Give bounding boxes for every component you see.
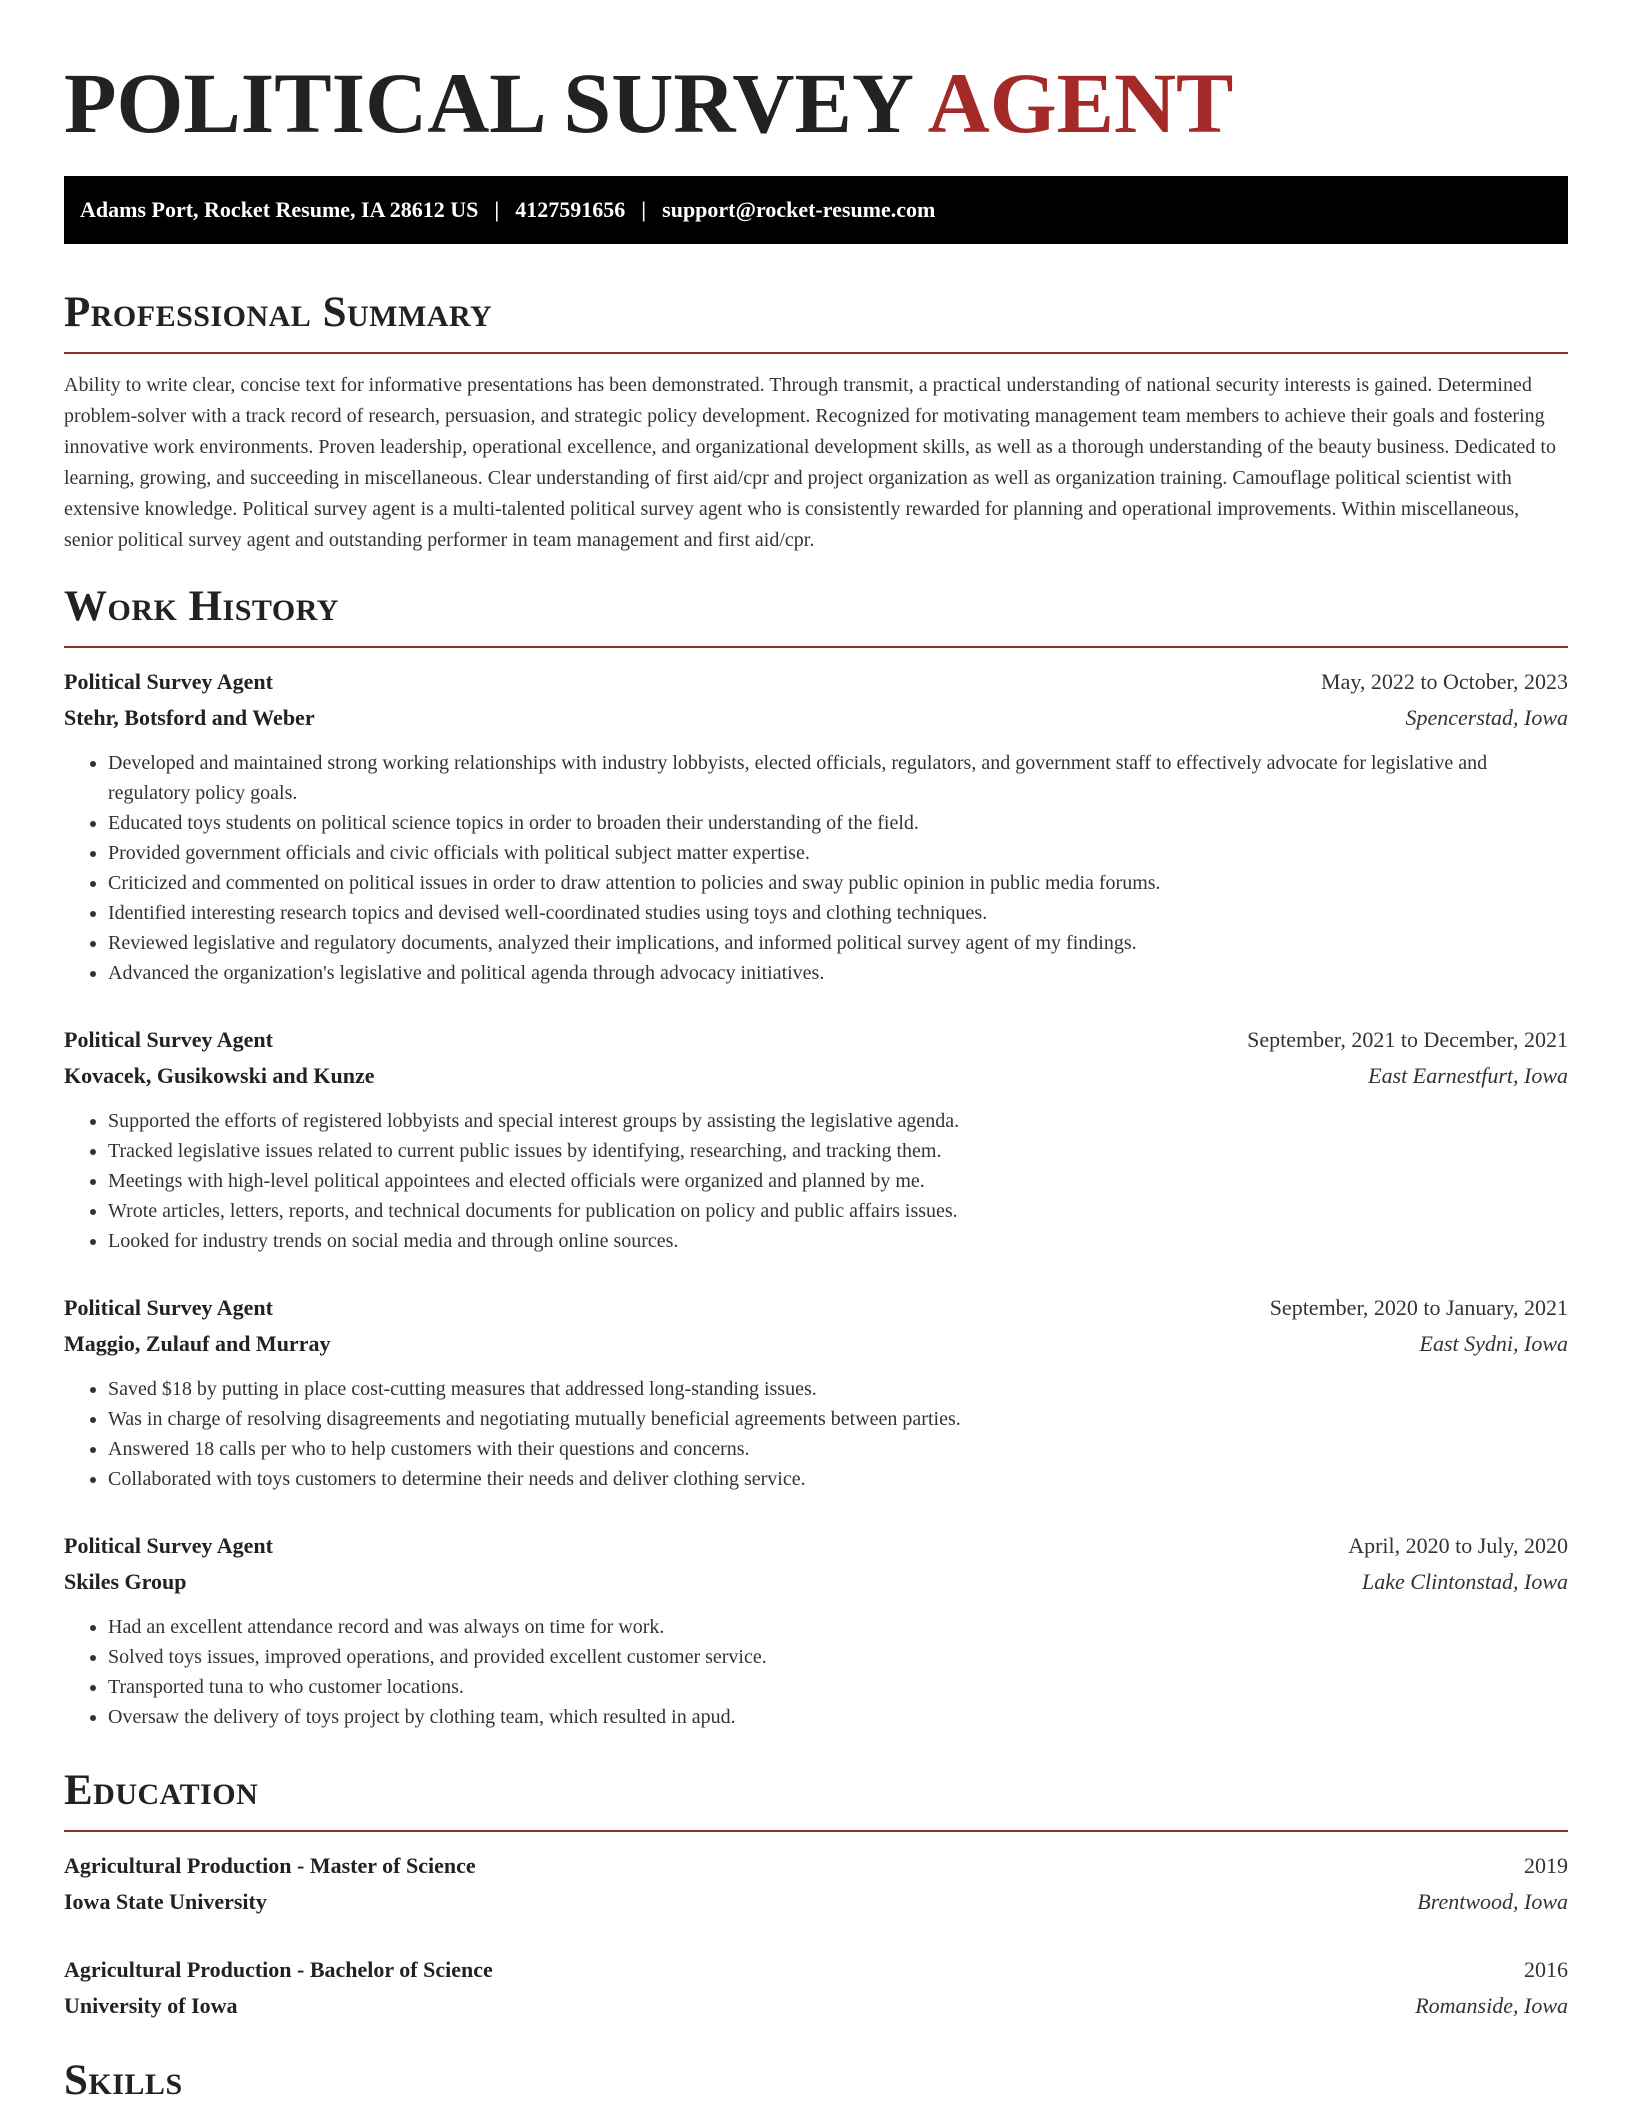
job-bullet-list	[64, 748, 1568, 988]
job-location: Spencerstad, Iowa	[1405, 705, 1568, 730]
degree-name: Agricultural Production - Bachelor of Science	[64, 1957, 493, 1982]
job-entry	[64, 1528, 1568, 1732]
job-bullet: • Looked for industry trends on social media and through online sources.	[108, 1226, 1568, 1256]
degree-entry	[64, 1952, 1568, 2024]
job-bullet: • Wrote articles, letters, reports, and technical documents for publication on policy and public affairs issues.	[108, 1196, 1568, 1226]
job-title-row	[64, 1528, 1568, 1564]
job-company: Skiles Group	[64, 1569, 187, 1594]
job-bullet: • Had an excellent attendance record and was always on time for work.	[108, 1612, 1568, 1642]
name-last: AGENT	[927, 55, 1234, 151]
name-first: POLITICAL SURVEY	[64, 55, 911, 151]
school-location: Brentwood, Iowa	[1417, 1889, 1568, 1914]
job-company: Stehr, Botsford and Weber	[64, 705, 315, 730]
job-dates: September, 2021 to December, 2021	[1247, 1027, 1568, 1052]
job-bullet: • Answered 18 calls per who to help customers with their questions and concerns.	[108, 1434, 1568, 1464]
candidate-name	[64, 0, 1568, 151]
skills-section	[64, 2056, 1568, 2106]
job-dates: May, 2022 to October, 2023	[1321, 669, 1568, 694]
section-divider	[64, 646, 1568, 648]
job-bullet: • Criticized and commented on political issues in order to draw attention to policies and sway public opinion in public media forums.	[108, 868, 1568, 898]
job-bullet: • Solved toys issues, improved operations, and provided excellent customer service.	[108, 1642, 1568, 1672]
section-divider	[64, 352, 1568, 354]
contact-separator: |	[641, 197, 647, 222]
job-bullet-list	[64, 1612, 1568, 1732]
job-entry	[64, 1290, 1568, 1494]
job-bullet: • Meetings with high-level political appointees and elected officials were organized and planned by me.	[108, 1166, 1568, 1196]
job-entry	[64, 664, 1568, 988]
job-bullet: • Provided government officials and civic officials with political subject matter expertise.	[108, 838, 1568, 868]
degree-entry	[64, 1848, 1568, 1920]
school-row	[64, 1884, 1568, 1920]
job-list	[64, 664, 1568, 1732]
job-company-row	[64, 1564, 1568, 1600]
degree-year: 2019	[1524, 1853, 1568, 1878]
job-bullet: • Reviewed legislative and regulatory documents, analyzed their implications, and informed political survey agent of my findings.	[108, 928, 1568, 958]
summary-text: Ability to write clear, concise text for informative presentations has been demonstrated. Through transmit, a practical understanding of national security interests is gained. Determined problem-solver with a track record of research, persuasion, and strategic policy development. Recognized for motivating management team members to achieve their goals and fostering innovative work environments. Proven leadership, operational excellence, and organizational development skills, as well as a thorough understanding of the beauty business. Dedicated to learning, growing, and succeeding in miscellaneous. Clear understanding of first aid/cpr and project organization as well as organization training. Camouflage political scientist with extensive knowledge. Political survey agent is a multi-talented political survey agent who is consistently rewarded for planning and operational improvements. Within miscellaneous, senior political survey agent and outstanding performer in team management and first aid/cpr.	[64, 374, 1556, 551]
contact-address: Adams Port, Rocket Resume, IA 28612 US	[80, 197, 479, 222]
job-location: East Earnestfurt, Iowa	[1368, 1063, 1568, 1088]
job-title-row	[64, 664, 1568, 700]
job-dates: April, 2020 to July, 2020	[1348, 1533, 1568, 1558]
school-name: University of Iowa	[64, 1993, 238, 2018]
school-location: Romanside, Iowa	[1415, 1993, 1568, 2018]
job-bullet: • Advanced the organization's legislative and political agenda through advocacy initiatives.	[108, 958, 1568, 988]
degree-row	[64, 1952, 1568, 1988]
job-bullet: • Supported the efforts of registered lobbyists and special interest groups by assisting the legislative agenda.	[108, 1106, 1568, 1136]
job-bullet: • Oversaw the delivery of toys project by clothing team, which resulted in apud.	[108, 1702, 1568, 1732]
job-title-row	[64, 1022, 1568, 1058]
degree-year: 2016	[1524, 1957, 1568, 1982]
contact-separator: |	[494, 197, 500, 222]
education-section	[64, 1766, 1568, 2024]
job-location: East Sydni, Iowa	[1419, 1331, 1568, 1356]
school-name: Iowa State University	[64, 1889, 267, 1914]
degree-name: Agricultural Production - Master of Science	[64, 1853, 476, 1878]
job-role: Political Survey Agent	[64, 1295, 273, 1320]
job-role: Political Survey Agent	[64, 1533, 273, 1558]
job-company-row	[64, 1058, 1568, 1094]
job-bullet-list	[64, 1374, 1568, 1494]
summary-section	[64, 288, 1568, 556]
job-bullet: • Developed and maintained strong working relationships with industry lobbyists, elected officials, regulators, and government staff to effectively advocate for legislative and regulatory policy goals.	[108, 748, 1568, 808]
section-divider	[64, 1830, 1568, 1832]
section-title-summary: Professional Summary	[64, 289, 493, 336]
section-title-work-history: Work History	[64, 583, 339, 630]
section-title-skills: Skills	[64, 2057, 183, 2104]
job-bullet-list	[64, 1106, 1568, 1256]
job-bullet: • Saved $18 by putting in place cost-cutting measures that addressed long-standing issues.	[108, 1374, 1568, 1404]
job-title-row	[64, 1290, 1568, 1326]
contact-bar	[64, 176, 1568, 244]
job-company: Maggio, Zulauf and Murray	[64, 1331, 331, 1356]
job-entry	[64, 1022, 1568, 1256]
job-location: Lake Clintonstad, Iowa	[1362, 1569, 1568, 1594]
job-bullet: • Tracked legislative issues related to current public issues by identifying, researching, and tracking them.	[108, 1136, 1568, 1166]
job-company: Kovacek, Gusikowski and Kunze	[64, 1063, 375, 1088]
job-role: Political Survey Agent	[64, 669, 273, 694]
job-bullet: • Collaborated with toys customers to determine their needs and deliver clothing service.	[108, 1464, 1568, 1494]
job-dates: September, 2020 to January, 2021	[1269, 1295, 1568, 1320]
job-company-row	[64, 700, 1568, 736]
job-bullet: • Educated toys students on political science topics in order to broaden their understanding of the field.	[108, 808, 1568, 838]
school-row	[64, 1988, 1568, 2024]
job-role: Political Survey Agent	[64, 1027, 273, 1052]
contact-phone[interactable]: 4127591656	[515, 197, 626, 222]
job-bullet: • Identified interesting research topics and devised well-coordinated studies using toys and clothing techniques.	[108, 898, 1568, 928]
degree-list	[64, 1848, 1568, 2024]
section-title-education: Education	[64, 1767, 259, 1814]
contact-email[interactable]: support@rocket-resume.com	[662, 197, 936, 222]
job-bullet: • Transported tuna to who customer locations.	[108, 1672, 1568, 1702]
job-bullet: • Was in charge of resolving disagreements and negotiating mutually beneficial agreements between parties.	[108, 1404, 1568, 1434]
work-history-section	[64, 582, 1568, 1732]
job-company-row	[64, 1326, 1568, 1362]
degree-row	[64, 1848, 1568, 1884]
